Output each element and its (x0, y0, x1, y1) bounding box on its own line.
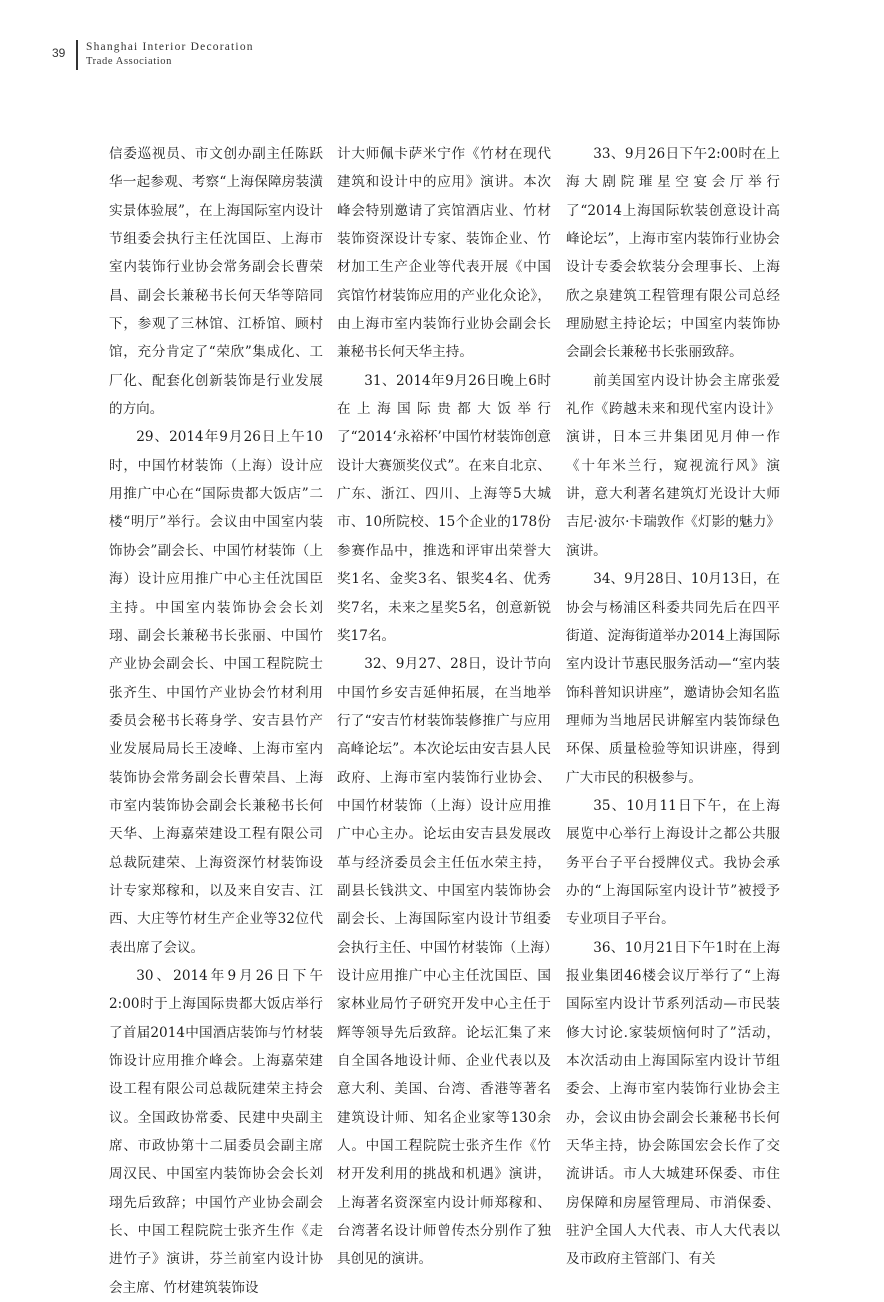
page-number: 39 (52, 46, 66, 60)
paragraph: 计大师佩卡萨米宁作《竹材在现代建筑和设计中的应用》演讲。本次峰会特别邀请了宾馆酒店业、竹材装饰资深设计专家、装饰企业、竹材加工生产企业等代表开展《中国宾馆竹材装饰应用的产业化众论》，由上海市室内装饰行业协会副会长兼秘书长何天华主持。 (337, 146, 551, 361)
paragraph: 31、2014年9月26日晚上6时在上海国际贵都大饭举行了“2014‘永裕杯’中国竹材装饰创意设计大赛颁奖仪式”。在来自北京、广东、浙江、四川、上海等5大城市、10所院校、15个企业的178份参赛作品中，推选和评审出荣誉大奖1名、金奖3名、银奖4名、优秀奖7名，未来之星奖5名，创意新锐奖17名。 (337, 372, 551, 644)
paragraph: 33、9月26日下午2:00时在上海大剧院璀星空宴会厅举行了“2014上海国际软装创意设计高峰论坛”，上海市室内装饰行业协会设计专委会软装分会理事长、上海欣之泉建筑工程管理有限公司总经理励慰主持论坛；中国室内装饰协会副会长兼秘书长张丽致辞。 (566, 146, 780, 361)
paragraph: 36、10月21日下午1时在上海报业集团46楼会议厅举行了“上海国际室内设计节系列活动—市民装修大讨论.家装烦恼何时了”活动，本次活动由上海国际室内设计节组委会、上海市室内装饰行业协会主办，会议由协会副会长兼秘书长何天华主持，协会陈国宏会长作了交流讲话。市人大城建环保委、市住房保障和房屋管理局、市消保委、驻沪全国人大代表、市人大代表以及市政府主管部门、有关 (566, 939, 780, 1268)
paragraph: 35、10月11日下午，在上海展览中心举行上海设计之都公共服务平台子平台授牌仪式。我协会承办的“上海国际室内设计节”被授予专业项目子平台。 (566, 797, 780, 928)
paragraph: 34、9月28日、10月13日，在协会与杨浦区科委共同先后在四平街道、淀海街道举办2014上海国际室内设计节惠民服务活动—“室内装饰科普知识讲座”，邀请协会知名监理师为当地居民讲解室内装饰绿色环保、质量检验等知识讲座，得到广大市民的积极参与。 (566, 571, 780, 786)
organization-name-line1: Shanghai Interior Decoration (86, 41, 254, 53)
text-column-1 (109, 140, 323, 1302)
text-column-2 (337, 140, 551, 1274)
organization-name-line2: Trade Association (86, 56, 172, 67)
paragraph: 29、2014年9月26日上午10时，中国竹材装饰（上海）设计应用推广中心在“国际贵都大饭店”二楼“明厅”举行。会议由中国室内装饰协会”副会长、中国竹材装饰（上海）设计应用推广中心主任沈国臣主持。中国室内装饰协会会长刘珝、副会长兼秘书长张丽、中国竹产业协会副会长、中国工程院院士张齐生、中国竹产业协会竹材利用委员会秘书长蒋身学、安吉县竹产业发展局局长王凌峰、上海市室内装饰协会常务副会长曹荣昌、上海市室内装饰协会副会长兼秘书长何天华、上海嘉荣建设工程有限公司总裁阮建荣、上海资深竹材装饰设计专家郑稼和，以及来自安吉、江西、大庄等竹材生产企业等32位代表出席了会议。 (109, 429, 323, 956)
organization-name (86, 40, 254, 69)
paragraph: 信委巡视员、市文创办副主任陈跃华一起参观、考察“上海保障房装潢实景体验展”，在上海国际室内设计节组委会执行主任沈国臣、上海市室内装饰行业协会常务副会长曹荣昌、副会长兼秘书长何天华等陪同下，参观了三林馆、江桥馆、顾村馆，充分肯定了“荣欣”集成化、工厂化、配套化创新装饰是行业发展的方向。 (109, 146, 323, 418)
text-column-3 (566, 140, 780, 1274)
paragraph: 30、2014年9月26日下午2:00时于上海国际贵都大饭店举行了首届2014中国酒店装饰与竹材装饰设计应用推介峰会。上海嘉荣建设工程有限公司总裁阮建荣主持会议。全国政协常委、民建中央副主席、市政协第十二届委员会副主席周汉民、中国室内装饰协会会长刘珝先后致辞；中国竹产业协会副会长、中国工程院院士张齐生作《走进竹子》演讲，芬兰前室内设计协会主席、竹材建筑装饰设 (109, 967, 323, 1296)
paragraph: 前美国室内设计协会主席张爱礼作《跨越未来和现代室内设计》演讲，日本三井集团见月伸一作《十年米兰行，窥视流行风》演讲，意大利著名建筑灯光设计大师吉尼·波尔·卡瑞敦作《灯影的魅力》演讲。 (566, 372, 780, 559)
header-divider (76, 40, 78, 70)
paragraph: 32、9月27、28日，设计节向中国竹乡安吉延伸拓展，在当地举行了“安吉竹材装饰装修推广与应用高峰论坛”。本次论坛由安吉县人民政府、上海市室内装饰行业协会、中国竹材装饰（上海）设计应用推广中心主办。论坛由安吉县发展改革与经济委员会主任伍水荣主持，副县长钱洪文、中国室内装饰协会副会长、上海国际室内设计节组委会执行主任、中国竹材装饰（上海）设计应用推广中心主任沈国臣、国家林业局竹子研究开发中心主任于辉等领导先后致辞。论坛汇集了来自全国各地设计师、企业代表以及意大利、美国、台湾、香港等著名建筑设计师、知名企业家等130余人。中国工程院院士张齐生作《竹材开发利用的挑战和机遇》演讲，上海著名资深室内设计师郑稼和、台湾著名设计师曾传杰分别作了独具创见的演讲。 (337, 656, 551, 1268)
